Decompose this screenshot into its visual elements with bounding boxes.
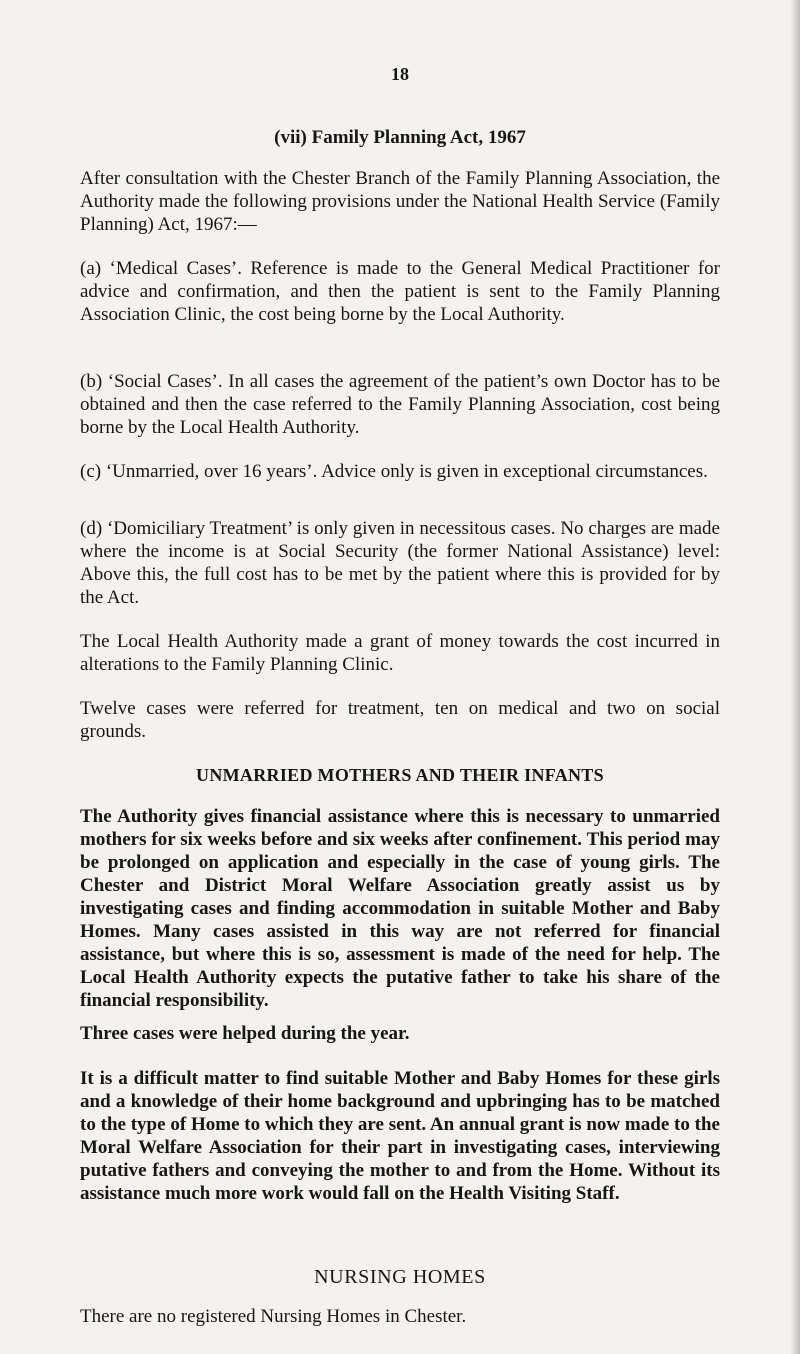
family-planning-item-d: (d) ‘Domiciliary Treatment’ is only given in necessitous cases. No charges are made where the income is at Social Security (the former National Assistance) level: Above this, the full cost has to be met by the patient where this is provided for by the Act. <box>80 518 720 608</box>
page-number: 18 <box>391 64 409 84</box>
family-planning-cases: Twelve cases were referred for treatment, ten on medical and two on social grounds. <box>80 698 720 742</box>
family-planning-item-b: (b) ‘Social Cases’. In all cases the agreement of the patient’s own Doctor has to be obtained and then the case referred to the Family Planning Association, cost being borne by the Local Health Authority. <box>80 371 720 438</box>
unmarried-mothers-para-2: Three cases were helped during the year. <box>80 1023 410 1044</box>
unmarried-mothers-heading: UNMARRIED MOTHERS AND THEIR INFANTS <box>196 765 604 785</box>
unmarried-mothers-para-3: It is a difficult matter to find suitable Mother and Baby Homes for these girls and a knowledge of their home background and upbringing has to be matched to the type of Home to which they are sent. An annual grant is now made to the Moral Welfare Association for their part in investigating cases, interviewing putative fathers and conveying the mother to and from the Home. Without its assistance much more work would fall on the Health Visiting Staff. <box>80 1068 720 1204</box>
nursing-homes-text: There are no registered Nursing Homes in Chester. <box>80 1306 467 1327</box>
unmarried-mothers-para-1: The Authority gives financial assistance where this is necessary to unmarried mothers for six weeks before and six weeks after confinement. This period may be prolonged on application and especially in the case of young girls. The Chester and District Moral Welfare Association greatly assist us by investigating cases and finding accommodation in suitable Mother and Baby Homes. Many cases assisted in this way are not referred for financial assistance, but where this is so, assessment is made of the need for help. The Local Health Authority expects the putative father to take his share of the financial responsibility. <box>80 806 720 1011</box>
family-planning-item-a: (a) ‘Medical Cases’. Reference is made to the General Medical Practitioner for advice and confirmation, and then the patient is sent to the Family Planning Association Clinic, the cost being borne by the Local Authority. <box>80 258 720 325</box>
family-planning-heading: (vii) Family Planning Act, 1967 <box>274 127 526 148</box>
family-planning-item-c: (c) ‘Unmarried, over 16 years’. Advice only is given in exceptional circumstances. <box>80 461 708 482</box>
family-planning-intro: After consultation with the Chester Branch of the Family Planning Association, the Authority made the following provisions under the National Health Service (Family Planning) Act, 1967:— <box>80 168 720 235</box>
nursing-homes-heading: NURSING HOMES <box>314 1266 486 1288</box>
page-edge-shadow <box>790 0 800 1354</box>
family-planning-grant: The Local Health Authority made a grant of money towards the cost incurred in alterations to the Family Planning Clinic. <box>80 631 720 675</box>
